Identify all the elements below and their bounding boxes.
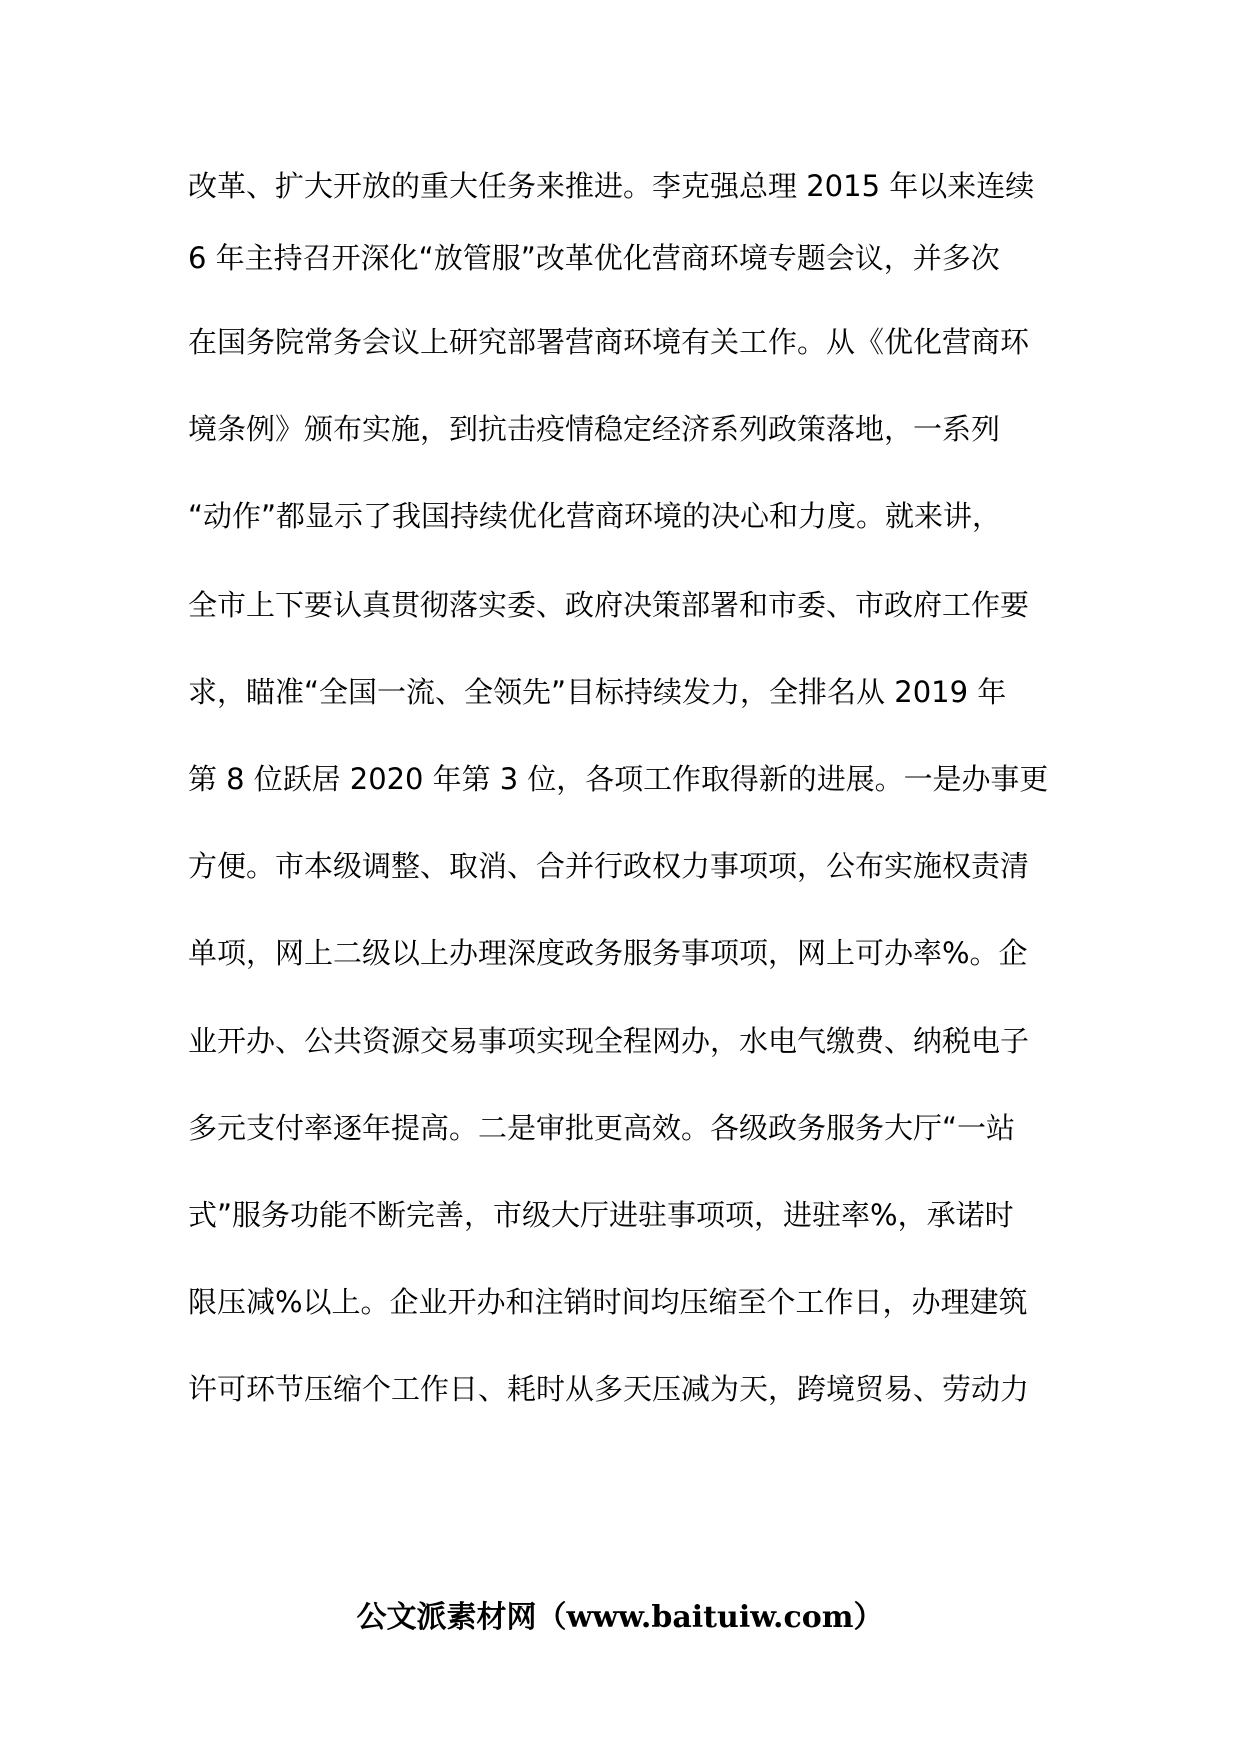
text-line: 限压减%以上。企业开办和注销时间均压缩至个工作日，办理建筑: [188, 1285, 1028, 1319]
text-line: 6 年主持召开深化“放管服”改革优化营商环境专题会议，并多次: [188, 241, 1000, 275]
text-line: 单项，网上二级以上办理深度政务服务事项项，网上可办率%。企: [188, 936, 1028, 970]
text-line: 第 8 位跃居 2020 年第 3 位，各项工作取得新的进展。一是办事更: [188, 762, 1049, 796]
text-line: 方便。市本级调整、取消、合并行政权力事项项，公布实施权责清: [188, 849, 1030, 883]
text-line: 在国务院常务会议上研究部署营商环境有关工作。从《优化营商环: [188, 325, 1030, 359]
text-line: 式”服务功能不断完善，市级大厅进驻事项项，进驻率%，承诺时: [188, 1198, 1014, 1232]
text-line: 境条例》颁布实施，到抗击疫情稳定经济系列政策落地，一系列: [188, 412, 1001, 446]
text-line: 多元支付率逐年提高。二是审批更高效。各级政务服务大厅“一站: [188, 1111, 1016, 1145]
text-line: 全市上下要认真贯彻落实委、政府决策部署和市委、市政府工作要: [188, 588, 1030, 622]
text-line: 求，瞄准“全国一流、全领先”目标持续发力，全排名从 2019 年: [188, 675, 1007, 709]
text-line: 改革、扩大开放的重大任务来推进。李克强总理 2015 年以来连续: [188, 169, 1035, 203]
text-line: “动作”都显示了我国持续优化营商环境的决心和力度。就来讲，: [188, 499, 1002, 533]
text-line: 许可环节压缩个工作日、耗时从多天压减为天，跨境贸易、劳动力: [188, 1372, 1030, 1406]
footer-watermark: 公文派素材网（www.baituiw.com）: [356, 1600, 884, 1635]
text-line: 业开办、公共资源交易事项实现全程网办，水电气缴费、纳税电子: [188, 1024, 1030, 1058]
